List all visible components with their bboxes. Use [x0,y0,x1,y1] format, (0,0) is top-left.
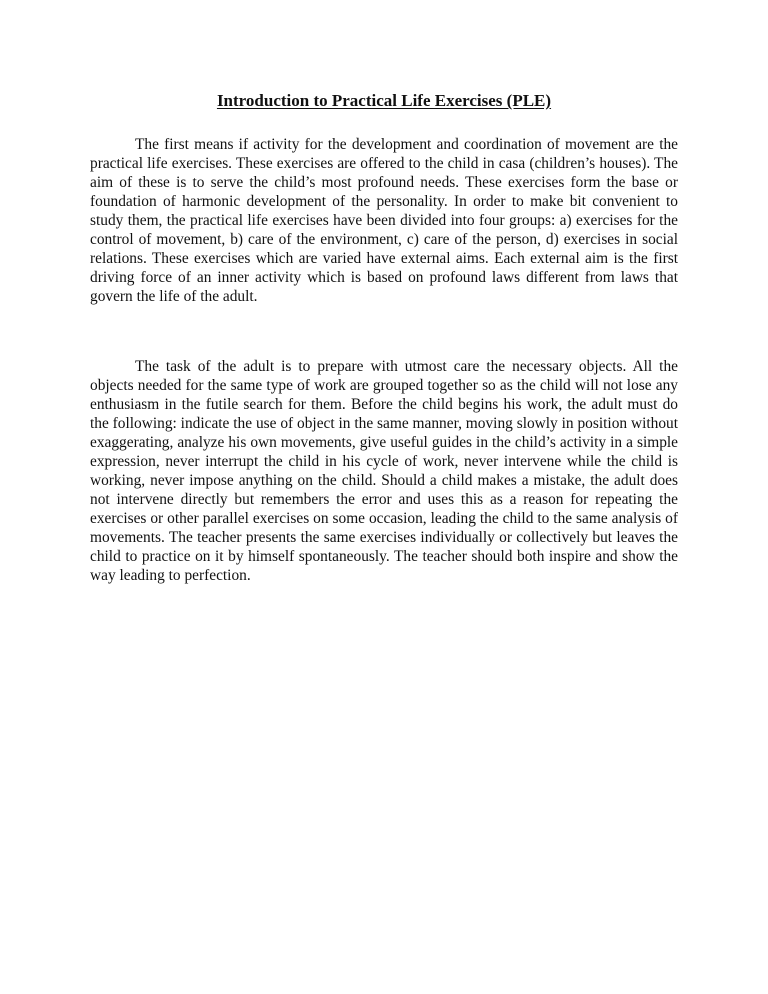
page-title: Introduction to Practical Life Exercises (PLE) [216,91,552,110]
paragraph-1: The first means if activity for the development and coordination of movement are the practical life exercises. These exercises are offered to the child in casa (children’s houses). The aim of these is to serve the child’s most profound needs. These exercises form the base or foundation of harmonic development of the personality. In order to make bit convenient to study them, the practical life exercises have been divided into four groups: a) exercises for the control of movement, b) care of the environment, c) care of the person, d) exercises in social relations. These exercises which are varied have external aims. Each external aim is the first driving force of an inner activity which is based on profound laws different from laws that govern the life of the adult. [90,136,678,305]
paragraph-2: The task of the adult is to prepare with utmost care the necessary objects. All the objects needed for the same type of work are grouped together so as the child will not lose any enthusiasm in the futile search for them. Before the child begins his work, the adult must do the following: indicate the use of object in the same manner, moving slowly in position without exaggerating, analyze his own movements, give useful guides in the child’s activity in a simple expression, never interrupt the child in his cycle of work, never intervene while the child is working, never impose anything on the child. Should a child makes a mistake, the adult does not intervene directly but remembers the error and uses this as a reason for repeating the exercises or other parallel exercises on some occasion, leading the child to the same analysis of movements. The teacher presents the same exercises individually or collectively but leaves the child to practice on it by himself spontaneously. The teacher should both inspire and show the way leading to perfection. [90,358,678,584]
